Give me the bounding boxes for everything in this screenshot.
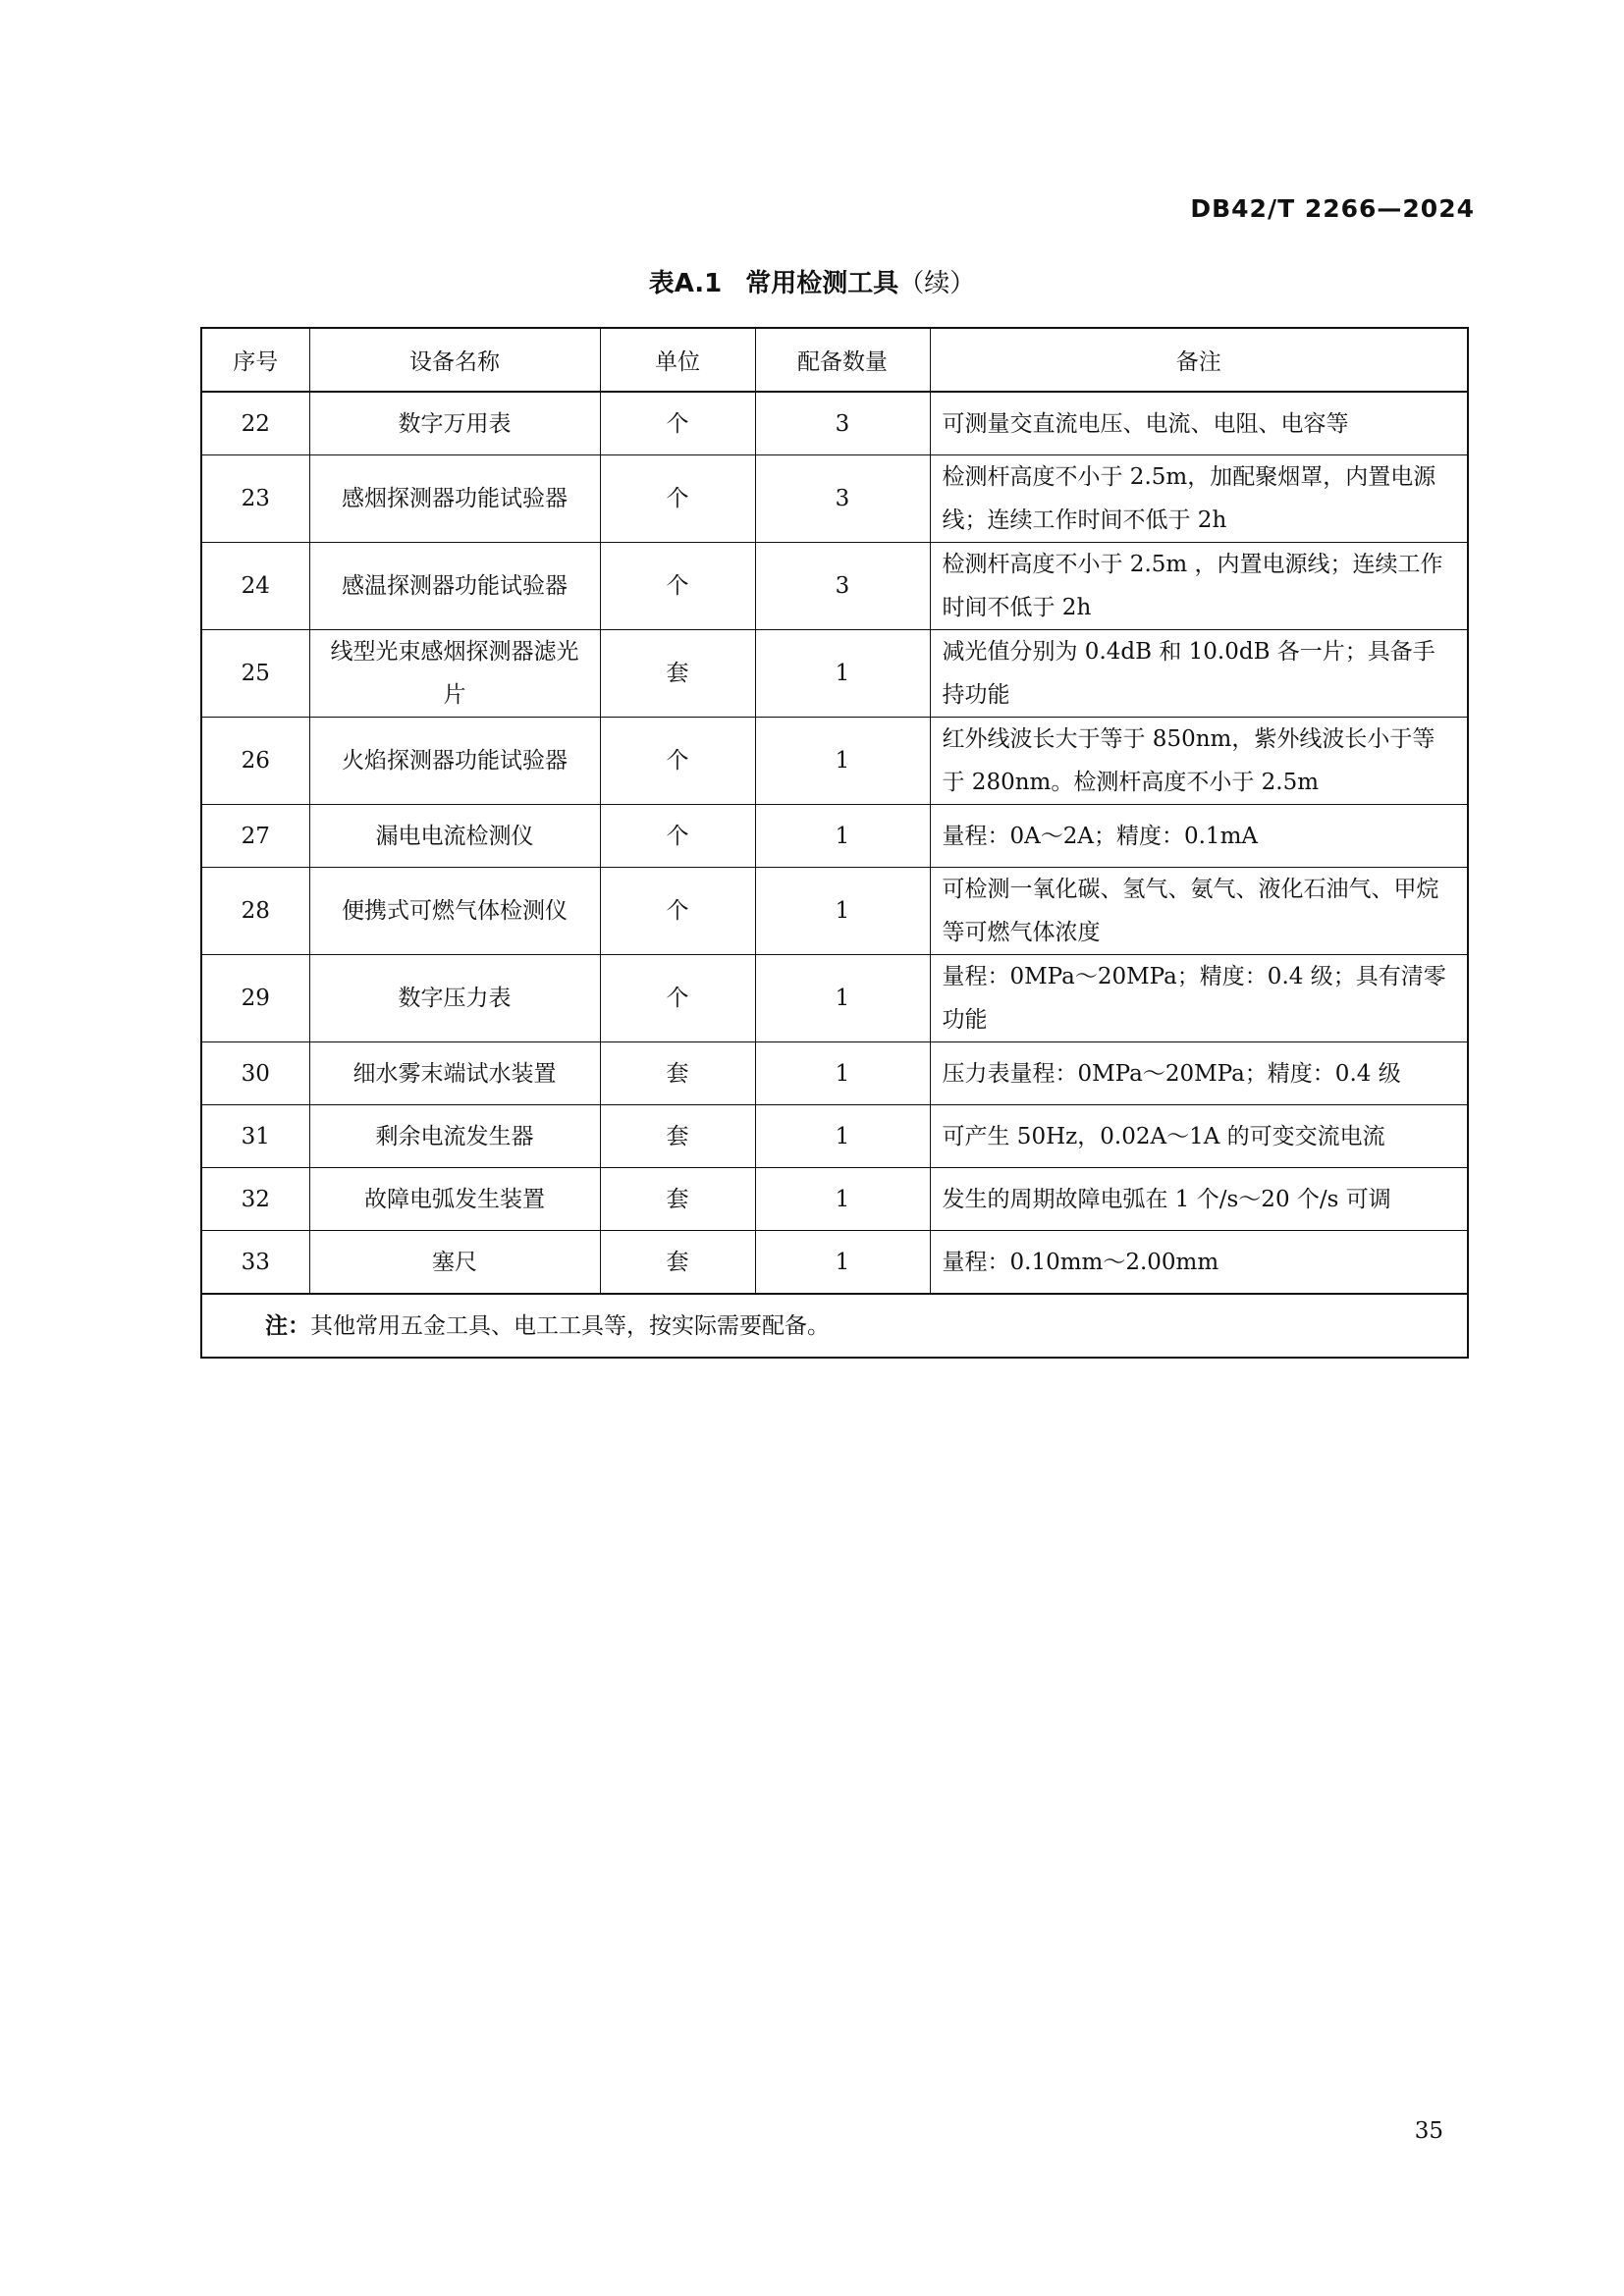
cell-name: 便携式可燃气体检测仪 [309, 868, 600, 955]
table-row [201, 868, 1468, 955]
cell-remark: 检测杆高度不小于 2.5m ，内置电源线；连续工作时间不低于 2h [930, 543, 1468, 630]
column-header-name: 设备名称 [309, 328, 600, 392]
cell-no: 27 [201, 805, 309, 868]
cell-remark: 检测杆高度不小于 2.5m，加配聚烟罩，内置电源线；连续工作时间不低于 2h [930, 455, 1468, 543]
cell-no: 30 [201, 1042, 309, 1105]
cell-unit: 个 [600, 805, 755, 868]
column-header-unit: 单位 [600, 328, 755, 392]
cell-unit: 个 [600, 392, 755, 455]
cell-unit: 个 [600, 543, 755, 630]
cell-unit: 个 [600, 718, 755, 805]
cell-name: 线型光束感烟探测器滤光片 [309, 630, 600, 718]
cell-no: 29 [201, 955, 309, 1042]
cell-qty: 3 [755, 392, 930, 455]
cell-name: 故障电弧发生装置 [309, 1168, 600, 1231]
cell-no: 32 [201, 1168, 309, 1231]
cell-remark: 可产生 50Hz，0.02A～1A 的可变交流电流 [930, 1105, 1468, 1168]
cell-unit: 套 [600, 1231, 755, 1295]
cell-remark: 可测量交直流电压、电流、电阻、电容等 [930, 392, 1468, 455]
cell-remark: 压力表量程：0MPa～20MPa；精度：0.4 级 [930, 1042, 1468, 1105]
cell-remark: 可检测一氧化碳、氢气、氨气、液化石油气、甲烷等可燃气体浓度 [930, 868, 1468, 955]
cell-no: 26 [201, 718, 309, 805]
cell-unit: 套 [600, 1105, 755, 1168]
cell-qty: 1 [755, 868, 930, 955]
column-header-qty: 配备数量 [755, 328, 930, 392]
cell-no: 33 [201, 1231, 309, 1295]
cell-name: 火焰探测器功能试验器 [309, 718, 600, 805]
table-row [201, 1231, 1468, 1295]
cell-remark: 量程：0A～2A；精度：0.1mA [930, 805, 1468, 868]
cell-no: 22 [201, 392, 309, 455]
table-row [201, 1105, 1468, 1168]
cell-name: 数字万用表 [309, 392, 600, 455]
cell-remark: 减光值分别为 0.4dB 和 10.0dB 各一片；具备手持功能 [930, 630, 1468, 718]
table-row [201, 630, 1468, 718]
note-text: 其他常用五金工具、电工工具等，按实际需要配备。 [310, 1312, 830, 1339]
cell-unit: 套 [600, 1042, 755, 1105]
cell-name: 数字压力表 [309, 955, 600, 1042]
table-row [201, 718, 1468, 805]
cell-no: 24 [201, 543, 309, 630]
cell-qty: 1 [755, 1231, 930, 1295]
cell-name: 细水雾末端试水装置 [309, 1042, 600, 1105]
table-row [201, 543, 1468, 630]
cell-no: 25 [201, 630, 309, 718]
table-row [201, 392, 1468, 455]
cell-unit: 个 [600, 955, 755, 1042]
cell-qty: 1 [755, 1105, 930, 1168]
cell-name: 感烟探测器功能试验器 [309, 455, 600, 543]
table-header-row [201, 328, 1468, 392]
table-label: 表A.1 [648, 269, 723, 298]
cell-qty: 3 [755, 543, 930, 630]
cell-remark: 发生的周期故障电弧在 1 个/s～20 个/s 可调 [930, 1168, 1468, 1231]
cell-qty: 3 [755, 455, 930, 543]
column-header-remark: 备注 [930, 328, 1468, 392]
cell-remark: 量程：0MPa～20MPa；精度：0.4 级；具有清零功能 [930, 955, 1468, 1042]
cell-remark: 红外线波长大于等于 850nm，紫外线波长小于等于 280nm。检测杆高度不小于 2.5m [930, 718, 1468, 805]
cell-qty: 1 [755, 1168, 930, 1231]
table-note [201, 1294, 1468, 1358]
cell-qty: 1 [755, 718, 930, 805]
table-row [201, 805, 1468, 868]
cell-name: 漏电电流检测仪 [309, 805, 600, 868]
table-title-suffix: （续） [898, 269, 976, 298]
table-note-row [201, 1294, 1468, 1358]
note-label: 注： [265, 1312, 310, 1339]
cell-unit: 个 [600, 868, 755, 955]
cell-no: 31 [201, 1105, 309, 1168]
document-code: DB42/T 2266—2024 [1190, 194, 1475, 223]
cell-unit: 个 [600, 455, 755, 543]
column-header-no: 序号 [201, 328, 309, 392]
cell-qty: 1 [755, 630, 930, 718]
cell-name: 塞尺 [309, 1231, 600, 1295]
cell-remark: 量程：0.10mm～2.00mm [930, 1231, 1468, 1295]
table-row [201, 455, 1468, 543]
cell-qty: 1 [755, 955, 930, 1042]
table-row [201, 1168, 1468, 1231]
table-row [201, 955, 1468, 1042]
tools-table [200, 327, 1469, 1359]
cell-qty: 1 [755, 1042, 930, 1105]
cell-qty: 1 [755, 805, 930, 868]
cell-name: 剩余电流发生器 [309, 1105, 600, 1168]
cell-no: 23 [201, 455, 309, 543]
cell-unit: 套 [600, 1168, 755, 1231]
table-row [201, 1042, 1468, 1105]
cell-no: 28 [201, 868, 309, 955]
table-name: 常用检测工具 [745, 269, 899, 298]
cell-name: 感温探测器功能试验器 [309, 543, 600, 630]
table-title [0, 263, 1624, 299]
cell-unit: 套 [600, 630, 755, 718]
page-number: 35 [1414, 2118, 1443, 2144]
